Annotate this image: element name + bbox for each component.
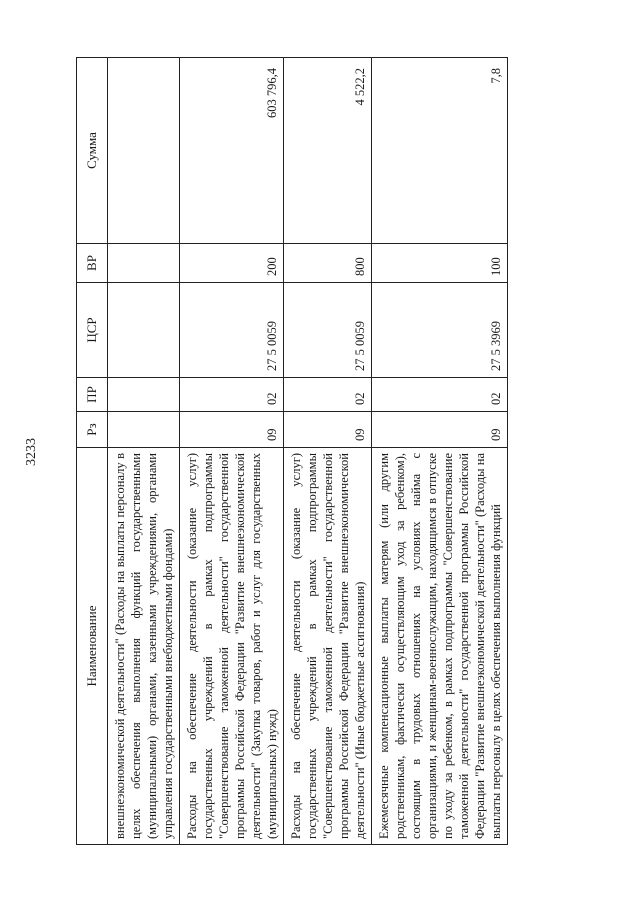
header-rz: Рз — [77, 412, 108, 448]
row-rz: 09 — [284, 412, 372, 448]
table-row — [284, 58, 372, 845]
row-name: Расходы на обеспечение деятельности (оказание услуг) государственных учреждений в рамках подпрограммы "Совершенствование таможенной деятельности" государственной программы Российской Федерации "Развитие внешнеэкономической деятельности" (Закупка товаров, работ и услуг для государственных (муниципальных) нужд) — [180, 448, 284, 845]
row-csr — [108, 283, 180, 378]
table-header-row — [77, 58, 108, 845]
page-number: 3233 — [24, 438, 39, 466]
row-vr: 100 — [372, 244, 508, 283]
row-name: Расходы на обеспечение деятельности (оказание услуг) государственных учреждений в рамках подпрограммы "Совершенствование таможенной деятельности" государственной программы Российской Федерации "Развитие внешнеэкономической деятельности" (Иные бюджетные ассигнования) — [284, 448, 372, 845]
row-rz: 09 — [372, 412, 508, 448]
row-vr: 800 — [284, 244, 372, 283]
row-csr: 27 5 0059 — [180, 283, 284, 378]
row-name: внешнеэкономической деятельности" (Расходы на выплаты персоналу в целях обеспечения выполнения функций государственными (муниципальными) органами, казенными учреждениями, органами управления государственными внебюджетными фондами) — [108, 448, 180, 845]
table-row — [372, 58, 508, 845]
row-csr: 27 5 0059 — [284, 283, 372, 378]
row-pr — [108, 378, 180, 412]
row-vr: 200 — [180, 244, 284, 283]
row-sum: 4 522,2 — [284, 58, 372, 244]
table-row — [180, 58, 284, 845]
table-row — [108, 58, 180, 845]
header-vr: ВР — [77, 244, 108, 283]
row-sum: 7,8 — [372, 58, 508, 244]
row-vr — [108, 244, 180, 283]
budget-table-rotated — [76, 58, 604, 845]
row-pr: 02 — [284, 378, 372, 412]
row-pr: 02 — [372, 378, 508, 412]
row-csr: 27 5 3969 — [372, 283, 508, 378]
row-sum: 603 796,4 — [180, 58, 284, 244]
budget-table — [76, 57, 508, 845]
row-rz: 09 — [180, 412, 284, 448]
header-sum: Сумма — [77, 58, 108, 244]
row-name: Ежемесячные компенсационные выплаты матерям (или другим родственникам, фактически осуществляющим уход за ребенком), состоящим в трудовых отношениях на условиях найма с организациями, и женщинам-военнослужащим, находящимся в отпуске по уходу за ребенком, в рамках подпрограммы "Совершенствование таможенной деятельности" государственной программы Российской Федерации "Развитие внешнеэкономической деятельности" (Расходы на выплаты персоналу в целях обеспечения выполнения функций — [372, 448, 508, 845]
header-pr: ПР — [77, 378, 108, 412]
header-csr: ЦСР — [77, 283, 108, 378]
budget-table-container — [76, 58, 604, 845]
row-pr: 02 — [180, 378, 284, 412]
header-name: Наименование — [77, 448, 108, 845]
row-rz — [108, 412, 180, 448]
row-sum — [108, 58, 180, 244]
